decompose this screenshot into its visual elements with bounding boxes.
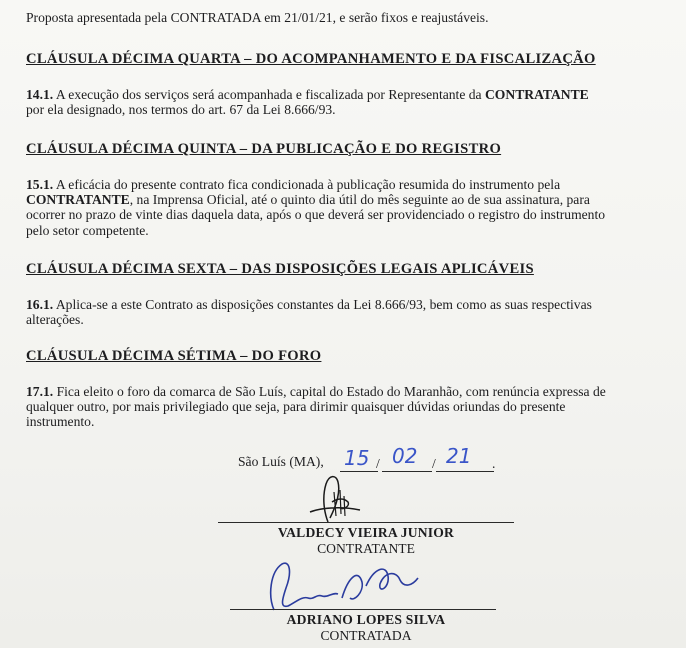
contratada-block (218, 612, 514, 644)
date-year-handwritten: 21 (446, 444, 472, 468)
contratante-signature-line (218, 522, 514, 523)
clause-15-number: 15.1. (26, 177, 54, 192)
clause-14-number: 14.1. (26, 87, 54, 102)
date-blank-month (382, 471, 432, 472)
clause-14-heading: CLÁUSULA DÉCIMA QUARTA – DO ACOMPANHAMENTO E DA FISCALIZAÇÃO (26, 51, 596, 67)
date-sep-1: / (376, 456, 380, 471)
contratante-block (218, 525, 514, 557)
date-blank-year (436, 471, 494, 472)
date-period: . (492, 456, 496, 471)
clause-16-paragraph: 16.1. Aplica-se a este Contrato as disposições constantes da Lei 8.666/93, bem como as suas respectivas alterações. (26, 297, 592, 328)
contratada-signature-line (230, 609, 496, 610)
date-sep-2: / (432, 456, 436, 471)
clause-17-number: 17.1. (26, 384, 54, 399)
date-month-handwritten: 02 (392, 444, 418, 468)
date-day-handwritten: 15 (344, 446, 370, 470)
clause-15-heading: CLÁUSULA DÉCIMA QUINTA – DA PUBLICAÇÃO E DO REGISTRO (26, 141, 502, 157)
clause-16-number: 16.1. (26, 297, 54, 312)
date-place: São Luís (MA), (238, 454, 324, 469)
clause-14-paragraph: 14.1. A execução dos serviços será acompanhada e fiscalizada por Representante da CONTRATANTE por ela designado, nos termos do art. 67 da Lei 8.666/93. (26, 87, 589, 118)
clause-17-heading: CLÁUSULA DÉCIMA SÉTIMA – DO FORO (26, 348, 322, 364)
intro-line: Proposta apresentada pela CONTRATADA em 21/01/21, e serão fixos e reajustáveis. (26, 10, 489, 25)
contratante-role: CONTRATANTE (317, 541, 415, 556)
clause-17-paragraph: 17.1. Fica eleito o foro da comarca de São Luís, capital do Estado do Maranhão, com renúncia expressa de qualquer outro, por mais privilegiado que seja, para dirimir quaisquer dúvidas oriundas do presente instrumento. (26, 384, 606, 430)
clause-15-paragraph: 15.1. A eficácia do presente contrato fica condicionada à publicação resumida do instrumento pela CONTRATANTE, na Imprensa Oficial, até o quinto dia útil do mês seguinte ao de sua assinatura, para ocorrer no prazo de vinte dias daquela data, após o que deverá ser providenciado o registro do instrumento pelo setor competente. (26, 177, 606, 238)
contratada-name: ADRIANO LOPES SILVA (286, 612, 446, 627)
clause-16-heading: CLÁUSULA DÉCIMA SEXTA – DAS DISPOSIÇÕES LEGAIS APLICÁVEIS (26, 261, 534, 277)
contratada-role: CONTRATADA (320, 628, 412, 643)
contratante-signature-scribble (300, 472, 370, 524)
contratante-name: VALDECY VIEIRA JUNIOR (277, 525, 455, 540)
